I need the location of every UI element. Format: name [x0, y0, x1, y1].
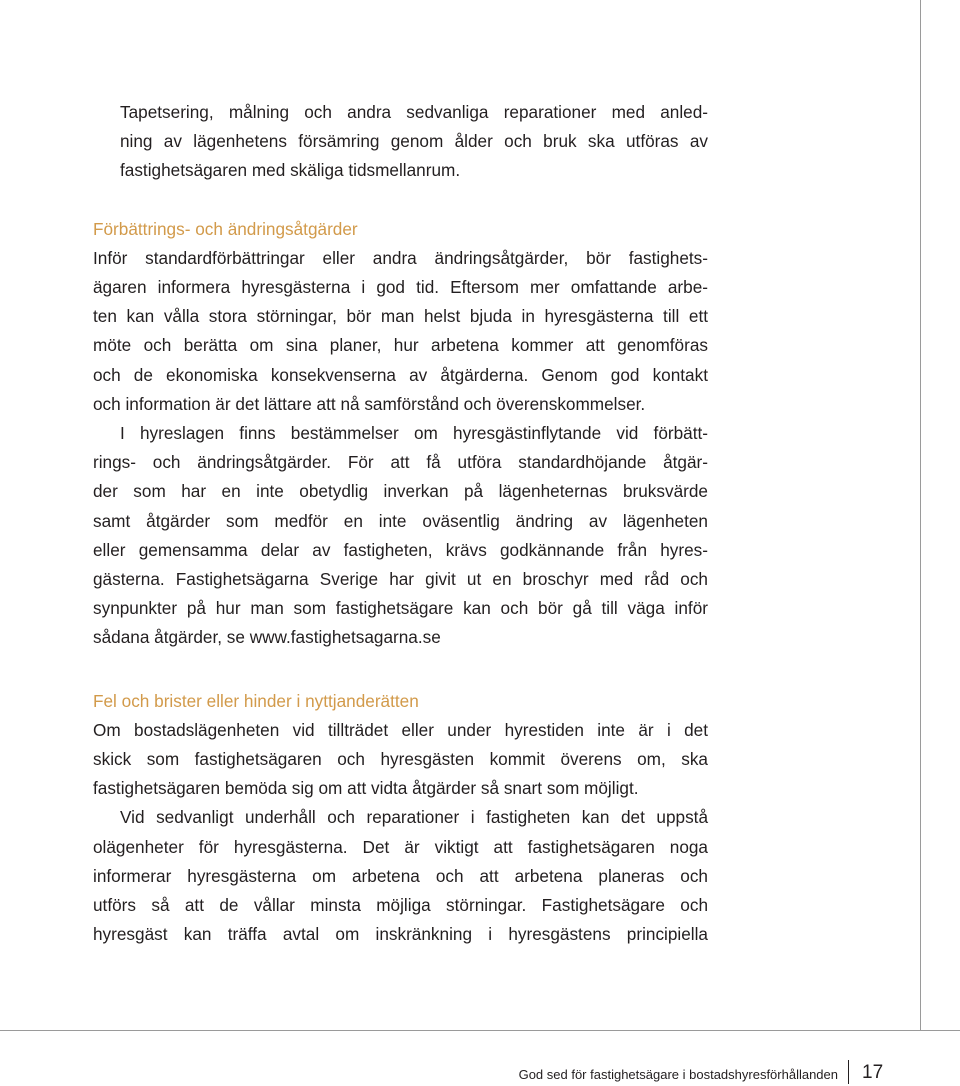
text-line: fastighetsägaren med skäliga tidsmellanrum. — [120, 160, 461, 181]
text-line: ten kan vålla stora störningar, bör man helst bjuda in hyresgästerna till ett — [93, 306, 708, 327]
text-line: rings- och ändringsåtgärder. För att få utföra standardhöjande åtgär- — [93, 452, 708, 473]
text-line: möte och berätta om sina planer, hur arbetena kommer att genomföras — [93, 335, 708, 356]
text-line: skick som fastighetsägaren och hyresgästen kommit överens om, ska — [93, 749, 708, 770]
section1-paragraph-2 — [93, 419, 708, 653]
text-line: Inför standardförbättringar eller andra ändringsåtgärder, bör fastighets- — [93, 247, 708, 268]
text-line: der som har en inte obetydlig inverkan på lägenheternas bruksvärde — [93, 481, 708, 502]
page-margin-horizontal-rule — [0, 1030, 960, 1031]
footer-separator — [848, 1060, 849, 1084]
text-line: ning av lägenhetens försämring genom ålder och bruk ska utföras av — [120, 131, 708, 152]
text-line: olägenheter för hyresgästerna. Det är viktigt att fastighetsägaren noga — [93, 836, 708, 857]
page-margin-vertical-rule — [920, 0, 921, 1030]
text-line: och de ekonomiska konsekvenserna av åtgärderna. Genom god kontakt — [93, 364, 708, 385]
text-line: ägaren informera hyresgästerna i god tid. Eftersom mer omfattande arbe- — [93, 277, 708, 298]
page-footer — [0, 1060, 960, 1086]
text-line: Om bostadslägenheten vid tillträdet eller under hyrestiden inte är i det — [93, 719, 708, 740]
section1-paragraph-1 — [93, 244, 708, 419]
section2-paragraph-2 — [93, 803, 708, 949]
text-line: hyresgäst kan träffa avtal om inskränkning i hyresgästens principiella — [93, 924, 708, 945]
section-heading-defects: Fel och brister eller hinder i nyttjanderätten — [93, 690, 419, 711]
text-line: Vid sedvanligt underhåll och reparationer i fastigheten kan det uppstå — [120, 807, 708, 828]
text-line: och information är det lättare att nå samförstånd och överenskommelser. — [93, 393, 646, 414]
text-line: synpunkter på hur man som fastighetsägare kan och bör gå till väga inför — [93, 598, 708, 619]
text-line: samt åtgärder som medför en inte oväsentlig ändring av lägenheten — [93, 510, 708, 531]
section2-paragraph-1 — [93, 716, 708, 804]
text-line: Tapetsering, målning och andra sedvanliga reparationer med anled- — [120, 102, 708, 122]
intro-paragraph — [93, 98, 708, 186]
text-line: utförs så att de vållar minsta möjliga störningar. Fastighetsägare och — [93, 895, 708, 916]
text-line: informerar hyresgästerna om arbetena och att arbetena planeras och — [93, 865, 708, 886]
text-line: fastighetsägaren bemöda sig om att vidta åtgärder så snart som möjligt. — [93, 778, 639, 799]
section-heading-improvements: Förbättrings- och ändringsåtgärder — [93, 218, 358, 239]
text-line: gästerna. Fastighetsägarna Sverige har givit ut en broschyr med råd och — [93, 569, 708, 590]
footer-publication-title: God sed för fastighetsägare i bostadshyresförhållanden — [518, 1067, 838, 1082]
text-line: eller gemensamma delar av fastigheten, krävs godkännande från hyres- — [93, 539, 708, 560]
text-line: I hyreslagen finns bestämmelser om hyresgästinflytande vid förbätt- — [120, 423, 708, 444]
page-number: 17 — [862, 1062, 884, 1083]
page-body — [93, 98, 708, 949]
text-line: sådana åtgärder, se www.fastighetsagarna.se — [93, 627, 441, 648]
